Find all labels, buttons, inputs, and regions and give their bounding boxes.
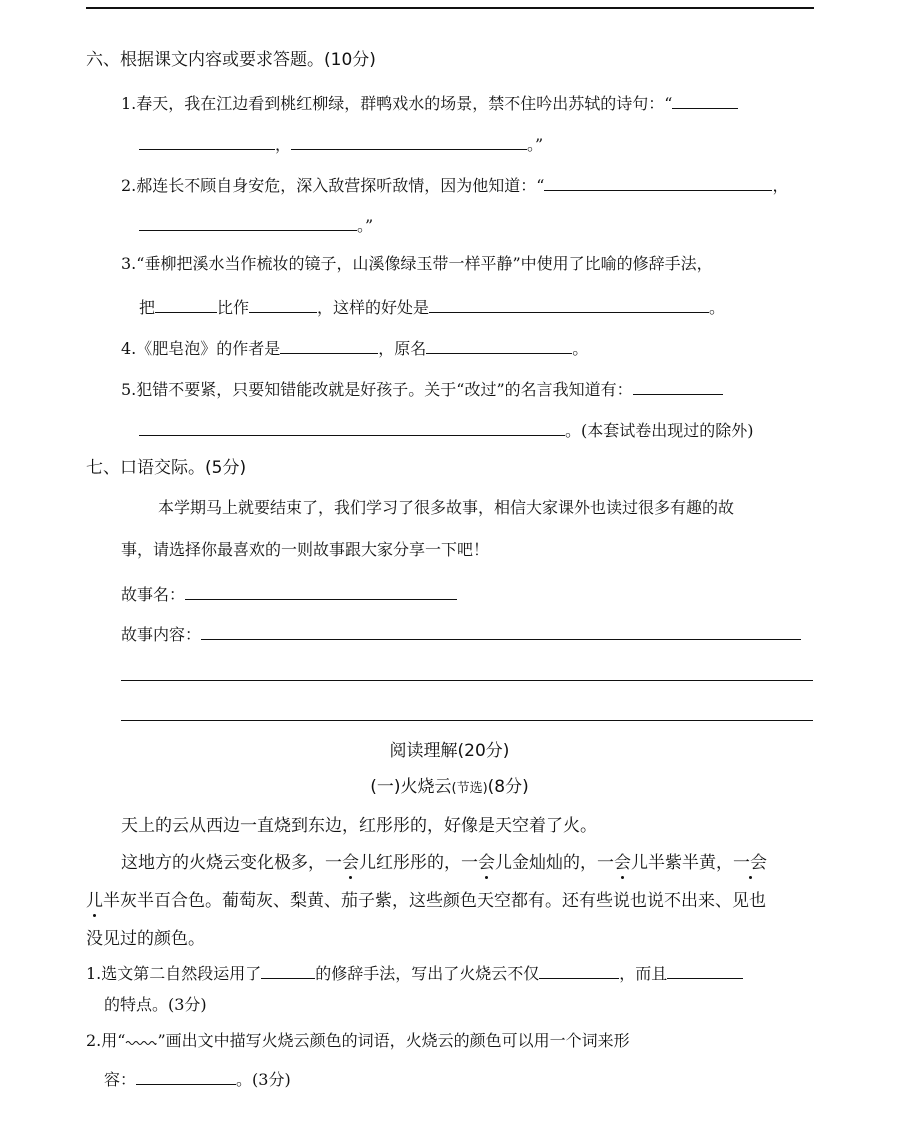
q3-part2: 比作 [217, 298, 250, 317]
emphasis-yihuir-4-end: 儿 [86, 891, 103, 911]
q4-part1: 4.《肥皂泡》的作者是 [121, 339, 281, 358]
q1-answer-blank-1[interactable] [672, 90, 738, 109]
q2-line2 [139, 212, 373, 237]
q4-line [121, 335, 588, 360]
reading-q2-line2 [104, 1066, 291, 1091]
emphasis-yihuir-3: 一会儿 [597, 853, 648, 873]
q5-answer-blank-2[interactable] [139, 417, 565, 436]
q1-line2 [139, 131, 543, 156]
q3-line1: 3.“垂柳把溪水当作梳妆的镜子，山溪像绿玉带一样平静”中使用了比喻的修辞手法， [121, 254, 713, 273]
q2-end: 。” [357, 216, 374, 235]
reading-q1-line1 [86, 960, 743, 985]
reading-q2-part4: 。(3分) [236, 1070, 291, 1089]
passage-paragraph2-line2 [86, 890, 766, 912]
q4-part2: ，原名 [378, 339, 427, 358]
q5-line1 [121, 376, 723, 401]
wavy-underline-icon [125, 1037, 157, 1047]
q3-end: 。 [709, 298, 726, 317]
reading-q1-part2: 的修辞手法，写出了火烧云不仅 [315, 964, 540, 983]
reading-q2-blank[interactable] [136, 1066, 236, 1085]
q3-answer-blank-3[interactable] [429, 294, 709, 313]
p2-text-c: 红彤彤的， [376, 853, 461, 873]
q1-answer-blank-2[interactable] [139, 131, 275, 150]
q4-answer-blank-1[interactable] [280, 335, 378, 354]
story-content-field-line3[interactable] [121, 720, 813, 721]
q3-answer-blank-2[interactable] [249, 294, 317, 313]
q5-end: 。(本套试卷出现过的除外) [565, 421, 754, 440]
q5-line2 [139, 417, 754, 442]
q2-answer-blank-1[interactable] [544, 172, 772, 191]
story-name-row [121, 581, 457, 606]
q3-line2 [139, 294, 725, 319]
section7-paragraph-line1: 本学期马上就要结束了，我们学习了很多故事，相信大家课外也读过很多有趣的故 [158, 498, 735, 517]
story-content-label: 故事内容： [121, 625, 202, 644]
section6-heading: 六、根据课文内容或要求答题。(10分) [86, 50, 376, 70]
q3-part3: ，这样的好处是 [317, 298, 430, 317]
passage-title: (一)火烧云 [370, 777, 452, 797]
top-rule [86, 7, 814, 9]
p2-text-line2: 半灰半百合色。葡萄灰、梨黄、茄子紫，这些颜色天空都有。还有些说也说不出来、见也 [103, 891, 766, 911]
p2-text-e: 金灿灿的， [512, 853, 597, 873]
section7-paragraph-line2: 事，请选择你最喜欢的一则故事跟大家分享一下吧！ [121, 540, 490, 559]
story-name-label: 故事名： [121, 585, 186, 604]
passage-paragraph2-line1 [121, 852, 767, 874]
section7-heading: 七、口语交际。(5分) [86, 458, 247, 478]
emphasis-yihuir-4-start: 一会 [733, 853, 767, 873]
story-content-field-line2[interactable] [121, 680, 813, 681]
reading-q1-blank-3[interactable] [667, 960, 743, 979]
reading-q1-part1: 1.选文第二自然段运用了 [86, 964, 262, 983]
passage-paragraph2-line3: 没见过的颜色。 [86, 929, 205, 949]
excerpt-note: (节选) [451, 781, 488, 796]
q2-answer-blank-2[interactable] [139, 212, 357, 231]
story-content-row [121, 621, 801, 646]
q1-separator: ， [275, 135, 292, 154]
story-name-field[interactable] [185, 581, 457, 600]
emphasis-yihuir-2: 一会儿 [461, 853, 512, 873]
q1-answer-blank-3[interactable] [291, 131, 527, 150]
reading-title: 阅读理解(20分) [389, 741, 510, 761]
q1-end: 。” [527, 135, 544, 154]
passage-points: (8分) [487, 777, 529, 797]
reading-subtitle [0, 776, 899, 800]
emphasis-yihuir-1: 一会儿 [325, 853, 376, 873]
reading-q1-part3: ，而且 [619, 964, 668, 983]
reading-q1-blank-2[interactable] [539, 960, 619, 979]
q2-line1 [121, 172, 788, 197]
q1-line1 [121, 90, 738, 115]
passage-paragraph1: 天上的云从西边一直烧到东边，红彤彤的，好像是天空着了火。 [121, 816, 597, 836]
q3-answer-blank-1[interactable] [155, 294, 217, 313]
reading-q2-part1: 2.用“ [86, 1031, 126, 1050]
reading-q2-part3: 容： [104, 1070, 137, 1089]
story-content-field-line1[interactable] [201, 621, 801, 640]
reading-q1-line2: 的特点。(3分) [104, 995, 207, 1014]
q4-end: 。 [572, 339, 589, 358]
q2-separator: ， [772, 176, 789, 195]
q5-text: 5.犯错不要紧，只要知错能改就是好孩子。关于“改过”的名言我知道有： [121, 380, 633, 399]
p2-text-g: 半紫半黄， [648, 853, 733, 873]
q2-text: 2.郝连长不顾自身安危，深入敌营探听敌情，因为他知道：“ [121, 176, 545, 195]
reading-q1-blank-1[interactable] [261, 960, 315, 979]
q5-answer-blank-1[interactable] [633, 376, 723, 395]
p2-text-a: 这地方的火烧云变化极多， [121, 853, 325, 873]
reading-q2-line1 [86, 1030, 630, 1052]
reading-q2-part2: ”画出文中描写火烧云颜色的词语，火烧云的颜色可以用一个词来形 [157, 1031, 630, 1050]
q4-answer-blank-2[interactable] [426, 335, 572, 354]
q3-part1: 把 [139, 298, 156, 317]
q1-text: 1.春天，我在江边看到桃红柳绿，群鸭戏水的场景，禁不住吟出苏轼的诗句：“ [121, 94, 673, 113]
